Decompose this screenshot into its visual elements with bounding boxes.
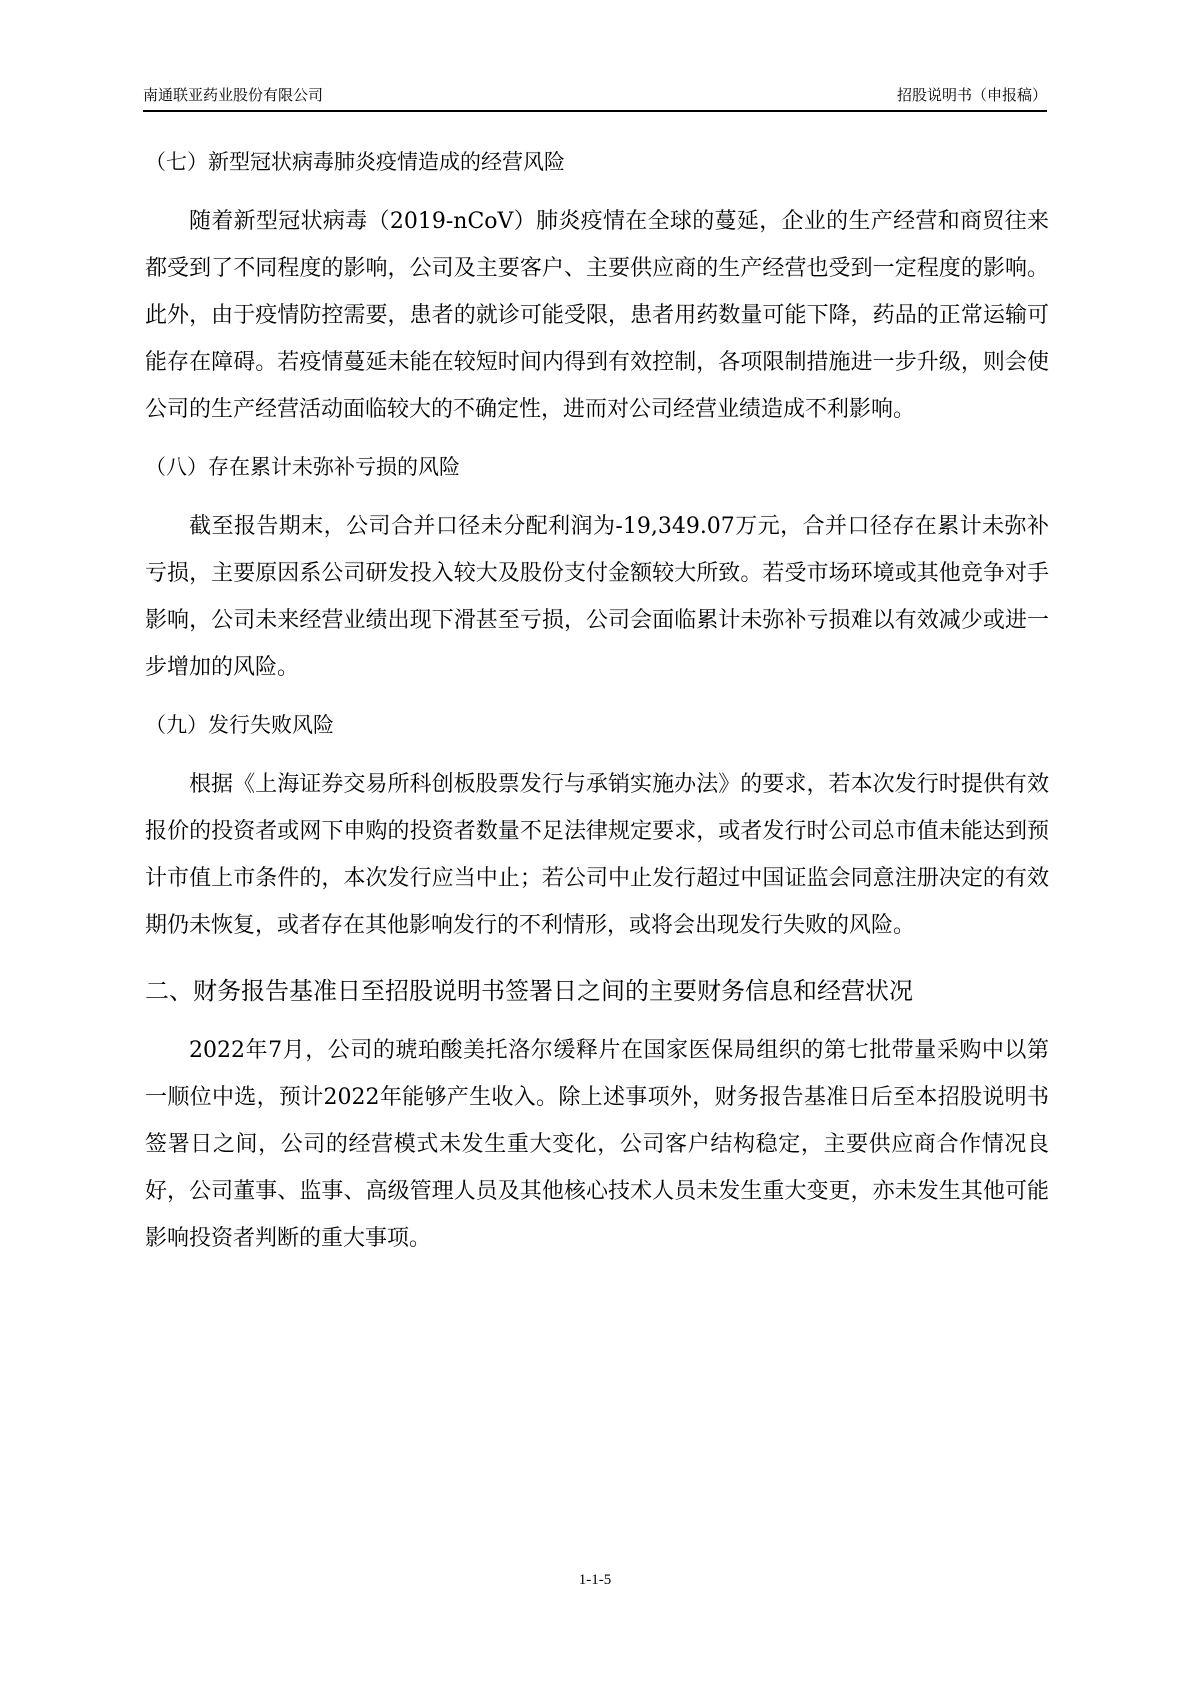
- page-number: 1-1-5: [578, 1572, 612, 1588]
- paragraph-financial-info: 2022年7月，公司的琥珀酸美托洛尔缓释片在国家医保局组织的第七批带量采购中以第一顺位中选，预计2022年能够产生收入。除上述事项外，财务报告基准日后至本招股说明书签署日之间，公司的经营模式未发生重大变化，公司客户结构稳定，主要供应商合作情况良好，公司董事、监事、高级管理人员及其他核心技术人员未发生重大变更，亦未发生其他可能影响投资者判断的重大事项。: [145, 1038, 1049, 1251]
- paragraph-issuance-failure-risk: 根据《上海证券交易所科创板股票发行与承销实施办法》的要求，若本次发行时提供有效报价的投资者或网下申购的投资者数量不足法律规定要求，或者发行时公司总市值未能达到预计市值上市条件的，本次发行应当中止；若公司中止发行超过中国证监会同意注册决定的有效期仍未恢复，或者存在其他影响发行的不利情形，或将会出现发行失败的风险。: [145, 772, 1049, 938]
- page-header: [143, 80, 1047, 112]
- paragraph-covid-risk: 随着新型冠状病毒（2019-nCoV）肺炎疫情在全球的蔓延，企业的生产经营和商贸往来都受到了不同程度的影响，公司及主要客户、主要供应商的生产经营也受到一定程度的影响。此外，由于疫情防控需要，患者的就诊可能受限，患者用药数量可能下降，药品的正常运输可能存在障碍。若疫情蔓延未能在较短时间内得到有效控制，各项限制措施进一步升级，则会使公司的生产经营活动面临较大的不确定性，进而对公司经营业绩造成不利影响。: [145, 209, 1049, 422]
- document-body: [145, 140, 1049, 1274]
- paragraph-accumulated-loss-risk: 截至报告期末，公司合并口径未分配利润为-19,349.07万元，合并口径存在累计未弥补亏损，主要原因系公司研发投入较大及股份支付金额较大所致。若受市场环境或其他竞争对手影响，公司未来经营业绩出现下滑甚至亏损，公司会面临累计未弥补亏损难以有效减少或进一步增加的风险。: [145, 514, 1049, 680]
- heading-accumulated-loss-risk: （八）存在累计未弥补亏损的风险: [145, 455, 460, 479]
- header-company-name: 南通联亚药业股份有限公司: [143, 86, 324, 104]
- heading-covid-risk: （七）新型冠状病毒肺炎疫情造成的经营风险: [145, 150, 565, 174]
- heading-financial-info: 二、财务报告基准日至招股说明书签署日之间的主要财务信息和经营状况: [145, 977, 913, 1005]
- header-document-title: 招股说明书（申报稿）: [896, 86, 1047, 104]
- heading-issuance-failure-risk: （九）发行失败风险: [145, 713, 334, 737]
